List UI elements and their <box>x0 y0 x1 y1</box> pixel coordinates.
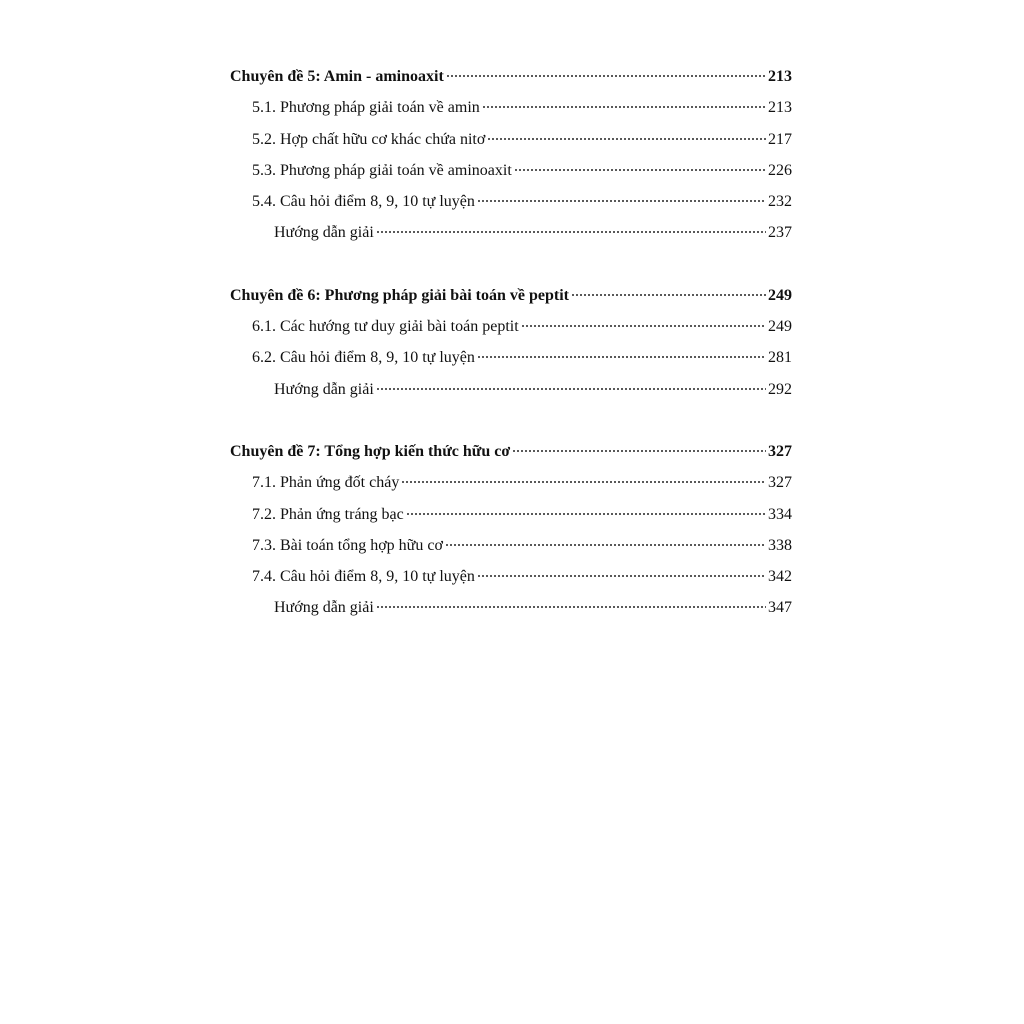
toc-chapter-title: Chuyên đề 5: Amin - aminoaxit <box>230 68 444 85</box>
toc-page-number: 213 <box>768 68 792 85</box>
dot-leader <box>376 388 766 390</box>
toc-entry-title: 6.2. Câu hỏi điểm 8, 9, 10 tự luyện <box>252 349 475 367</box>
toc-entry-title: 5.3. Phương pháp giải toán về aminoaxit <box>252 161 512 179</box>
toc-page-number: 213 <box>768 99 792 117</box>
toc-chapter-5 <box>230 66 792 254</box>
toc-page-number: 281 <box>768 349 792 367</box>
toc-page-number: 217 <box>768 130 792 148</box>
toc-entry-title: Hướng dẫn giải <box>274 599 374 617</box>
dot-leader <box>406 513 766 515</box>
toc-entry[interactable] <box>230 535 792 566</box>
toc-page-number: 232 <box>768 193 792 211</box>
toc-entry-title: Hướng dẫn giải <box>274 380 374 398</box>
dot-leader <box>521 325 766 327</box>
dot-leader <box>477 356 766 358</box>
toc-chapter-7 <box>230 441 792 629</box>
toc-entry[interactable] <box>230 347 792 378</box>
toc-entry[interactable] <box>230 97 792 128</box>
toc-entry-title: 6.1. Các hướng tư duy giải bài toán peptit <box>252 318 519 336</box>
toc-entry-title: Hướng dẫn giải <box>274 224 374 242</box>
toc-entry[interactable] <box>230 316 792 347</box>
toc-page-number: 327 <box>768 474 792 492</box>
toc-entry[interactable] <box>230 504 792 535</box>
dot-leader <box>482 106 766 108</box>
table-of-contents <box>230 66 792 660</box>
toc-entry-title: 7.3. Bài toán tổng hợp hữu cơ <box>252 536 443 554</box>
dot-leader <box>445 544 766 546</box>
dot-leader <box>512 450 766 452</box>
toc-chapter-6 <box>230 285 792 410</box>
toc-entry[interactable] <box>230 472 792 503</box>
toc-page-number: 334 <box>768 505 792 523</box>
toc-entry-title: 5.2. Hợp chất hữu cơ khác chứa nitơ <box>252 130 486 148</box>
toc-page-number: 342 <box>768 568 792 586</box>
toc-chapter-title: Chuyên đề 6: Phương pháp giải bài toán về peptit <box>230 286 569 304</box>
toc-entry-title: 5.1. Phương pháp giải toán về amin <box>252 99 480 117</box>
toc-chapter-title: Chuyên đề 7: Tổng hợp kiến thức hữu cơ <box>230 442 511 460</box>
toc-entry[interactable] <box>230 191 792 222</box>
toc-chapter-heading[interactable] <box>230 66 792 97</box>
dot-leader <box>477 575 766 577</box>
toc-page-number: 226 <box>768 161 792 179</box>
toc-entry-title: 7.2. Phản ứng tráng bạc <box>252 505 404 523</box>
dot-leader <box>401 481 766 483</box>
toc-chapter-heading[interactable] <box>230 285 792 316</box>
toc-entry-title: 7.1. Phản ứng đốt cháy <box>252 474 400 492</box>
toc-page-number: 249 <box>768 318 792 336</box>
toc-page-number: 237 <box>768 224 792 242</box>
toc-entry-title: 5.4. Câu hỏi điểm 8, 9, 10 tự luyện <box>252 193 475 211</box>
toc-entry[interactable] <box>230 129 792 160</box>
toc-page-number: 327 <box>768 442 792 460</box>
toc-entry-guide[interactable] <box>230 222 792 253</box>
toc-entry-title: 7.4. Câu hỏi điểm 8, 9, 10 tự luyện <box>252 568 475 586</box>
dot-leader <box>571 294 766 296</box>
dot-leader <box>376 231 766 233</box>
dot-leader <box>446 75 766 77</box>
dot-leader <box>376 606 766 608</box>
dot-leader <box>477 200 766 202</box>
toc-page-number: 347 <box>768 599 792 617</box>
toc-entry[interactable] <box>230 566 792 597</box>
toc-entry[interactable] <box>230 160 792 191</box>
toc-page-number: 292 <box>768 380 792 398</box>
dot-leader <box>487 138 766 140</box>
toc-page-number: 249 <box>768 286 792 304</box>
toc-page-number: 338 <box>768 536 792 554</box>
toc-entry-guide[interactable] <box>230 379 792 410</box>
toc-entry-guide[interactable] <box>230 597 792 628</box>
dot-leader <box>514 169 766 171</box>
toc-chapter-heading[interactable] <box>230 441 792 472</box>
